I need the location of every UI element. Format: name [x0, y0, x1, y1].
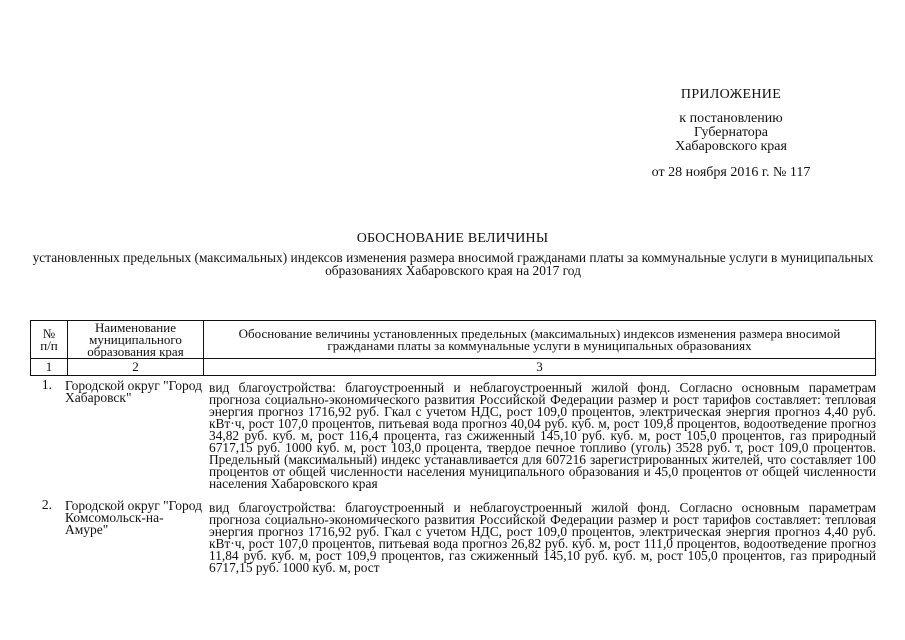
header-municipality: Наименование муниципального образования края — [68, 321, 204, 359]
column-number-row — [31, 359, 876, 376]
table-row — [30, 498, 876, 574]
document-title: ОБОСНОВАНИЕ ВЕЛИЧИНЫ — [356, 231, 549, 246]
header-number: № п/п — [31, 321, 68, 359]
row-description: вид благоустройства: благоустроенный и неблагоустроенный жилой фонд. Согласно основным параметрам прогноза социально-экономического развития Российской Федерации размер и рост тарифов составляет: тепловая энергия прогноз 1716,92 руб. Гкал с учетом НДС, рост 109,0 процентов, электрическая энергия прогноз 4,40 руб. кВт·ч, рост 107,0 процентов, питьевая вода прогноз 26,82 руб. куб. м, рост 111,0 процентов, водоотведение прогноз 11,84 руб. куб. м, рост 109,9 процентов, газ сжиженный 145,10 руб. куб. м, рост 105,0 процентов, газ природный 6717,15 руб. 1000 куб. м, рост — [209, 500, 876, 575]
appendix-title: ПРИЛОЖЕНИЕ — [680, 87, 782, 102]
row-municipality: Городской округ "Город Хабаровск" — [65, 378, 202, 405]
row-number: 1. — [41, 377, 52, 392]
appendix-decree: от 28 ноября 2016 г. № 117 — [651, 165, 811, 180]
justification-table — [30, 320, 876, 376]
column-number-1: 1 — [31, 359, 68, 376]
table-body — [30, 378, 876, 582]
appendix-line-3: Хабаровского края — [675, 139, 787, 154]
header-justification: Обоснование величины установленных предельных (максимальных) индексов изменения размера вносимой гражданами платы за коммунальные услуги в муниципальных образованиях — [204, 321, 876, 359]
appendix-block — [600, 88, 862, 180]
table-header-row — [31, 321, 876, 359]
column-number-3: 3 — [204, 359, 876, 376]
column-number-2: 2 — [68, 359, 204, 376]
row-description: вид благоустройства: благоустроенный и неблагоустроенный жилой фонд. Согласно основным параметрам прогноза социально-экономического развития Российской Федерации размер и рост тарифов составляет: тепловая энергия прогноз 1716,92 руб. Гкал с учетом НДС, рост 109,0 процентов, электрическая энергия прогноз 4,40 руб. кВт·ч, рост 107,0 процентов, питьевая вода прогноз 40,04 руб. куб. м, рост 109,8 процентов, водоотведение прогноз 34,82 руб. куб. м, рост 116,4 процента, газ сжиженный 145,10 руб. куб. м, рост 105,0 процентов, газ природный 6717,15 руб. 1000 куб. м, рост 103,0 процента, твердое печное топливо (уголь) 3528 руб. т, рост 109,0 процентов. Предельный (максимальный) индекс устанавливается для 607216 зарегистрированных жителей, что составляет 100 процентов от общей численности населения муниципального образования и 45,0 процентов от общей численности населения Хабаровского края — [209, 380, 876, 491]
row-municipality: Городской округ "Город Комсомольск-на-Амуре" — [65, 498, 202, 537]
document-subtitle: установленных предельных (максимальных) индексов изменения размера вносимой гражданами платы за коммунальные услуги в муниципальных образованиях Хабаровского края на 2017 год — [32, 250, 874, 278]
appendix-line-1: к постановлению — [679, 111, 783, 126]
row-number: 2. — [41, 497, 52, 512]
table-row — [30, 378, 876, 490]
appendix-line-2: Губернатора — [693, 125, 769, 140]
